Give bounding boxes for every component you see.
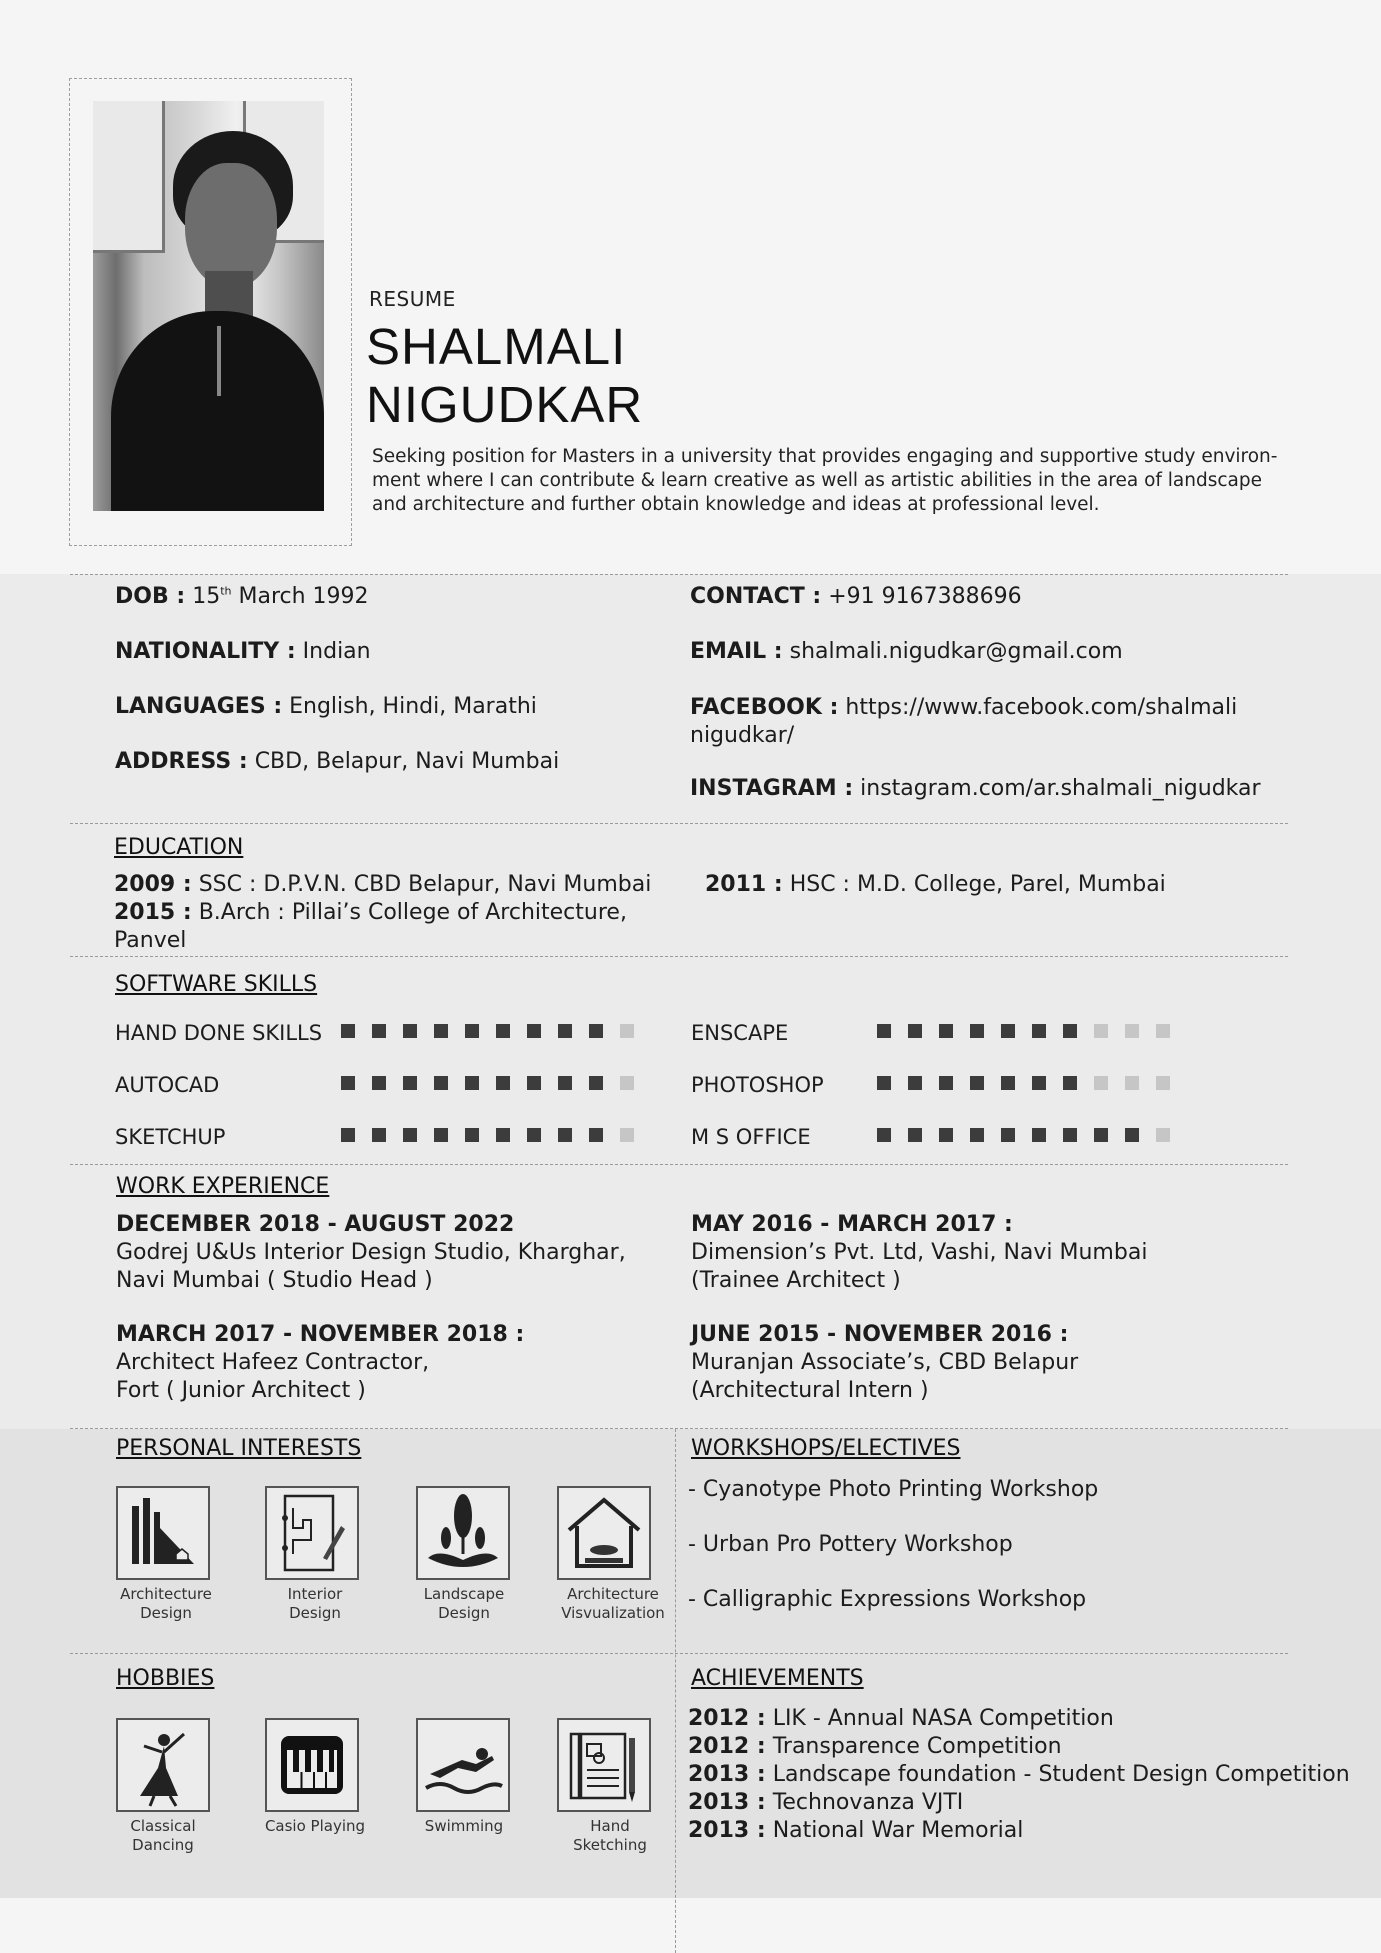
education-item xyxy=(114,871,674,899)
education-title: EDUCATION xyxy=(114,835,244,860)
contact-label: CONTACT : xyxy=(690,584,822,609)
job-line: Godrej U&Us Interior Design Studio, Kharghar, xyxy=(116,1240,626,1265)
rating-square-filled xyxy=(403,1076,417,1090)
hobby-caption: Hand Sketching xyxy=(573,1817,647,1854)
rating-square-filled xyxy=(1063,1128,1077,1142)
rating-square-filled xyxy=(589,1076,603,1090)
rating-square-filled xyxy=(403,1024,417,1038)
achievement-year: 2012 : xyxy=(688,1734,766,1759)
address-field xyxy=(115,749,559,774)
divider xyxy=(70,574,1288,575)
rating-square-empty xyxy=(1156,1076,1170,1090)
divider xyxy=(70,956,1288,957)
rating-square-filled xyxy=(1063,1024,1077,1038)
achievement-item xyxy=(688,1705,1114,1733)
objective-text: Seeking position for Masters in a university that provides engaging and supportive study environ- ment where I can contribute & learn creative as well as artistic abilities in the area of landscape and architecture and further obtain knowledge and ideas at professional level. xyxy=(372,446,1278,515)
rating-square-filled xyxy=(1001,1076,1015,1090)
languages-field xyxy=(115,694,537,719)
skill-label: SKETCHUP xyxy=(115,1125,226,1149)
achievement-item xyxy=(688,1817,1023,1845)
rating-square-filled xyxy=(558,1024,572,1038)
job-entry xyxy=(691,1321,1078,1405)
education-year: 2009 : xyxy=(114,872,192,897)
dancer-icon xyxy=(116,1718,210,1812)
interest-caption: Interior Design xyxy=(287,1585,343,1622)
nationality-field xyxy=(115,639,371,664)
rating-square-filled xyxy=(434,1024,448,1038)
job-entry xyxy=(691,1211,1147,1295)
instagram-value: instagram.com/ar.shalmali_nigudkar xyxy=(860,776,1261,801)
facebook-value: https://www.facebook.com/shalmali nigudkar/ xyxy=(690,695,1238,748)
dob-label: DOB : xyxy=(115,584,186,609)
profile-photo xyxy=(93,101,324,511)
sketchbook-icon xyxy=(557,1718,651,1812)
hobby-caption: Casio Playing xyxy=(264,1817,366,1835)
education-item xyxy=(705,871,1166,899)
job-entry xyxy=(116,1211,626,1295)
rating-square-filled xyxy=(1094,1128,1108,1142)
rating-square-filled xyxy=(970,1128,984,1142)
interior-design-icon xyxy=(265,1486,359,1580)
rating-square-filled xyxy=(589,1024,603,1038)
job-entry xyxy=(116,1321,524,1405)
facebook-label: FACEBOOK : xyxy=(690,695,839,720)
rating-square-filled xyxy=(877,1076,891,1090)
rating-square-empty xyxy=(1156,1024,1170,1038)
contact-field xyxy=(690,584,1022,609)
rating-square-filled xyxy=(589,1128,603,1142)
achievement-item xyxy=(688,1733,1062,1761)
skill-rating xyxy=(341,1128,634,1142)
rating-square-filled xyxy=(970,1024,984,1038)
job-line: Navi Mumbai ( Studio Head ) xyxy=(116,1268,433,1293)
skill-label: M S OFFICE xyxy=(691,1125,811,1149)
rating-square-filled xyxy=(465,1128,479,1142)
job-period: JUNE 2015 - NOVEMBER 2016 : xyxy=(691,1322,1069,1347)
rating-square-empty xyxy=(1094,1024,1108,1038)
achievement-item xyxy=(688,1761,1350,1789)
rating-square-filled xyxy=(970,1076,984,1090)
swimmer-icon xyxy=(416,1718,510,1812)
skill-rating xyxy=(877,1128,1170,1142)
achievements-title: ACHIEVEMENTS xyxy=(691,1666,864,1691)
achievement-year: 2013 : xyxy=(688,1818,766,1843)
nationality-value: Indian xyxy=(302,639,371,664)
achievement-year: 2013 : xyxy=(688,1790,766,1815)
education-year: 2015 : xyxy=(114,900,192,925)
education-item xyxy=(114,899,674,955)
job-period: MAY 2016 - MARCH 2017 : xyxy=(691,1212,1013,1237)
education-text: B.Arch : Pillai’s College of Architecture, Panvel xyxy=(114,900,627,953)
rating-square-filled xyxy=(558,1076,572,1090)
personal-interests-title: PERSONAL INTERESTS xyxy=(116,1436,362,1461)
education-year: 2011 : xyxy=(705,872,783,897)
interest-caption: Landscape Design xyxy=(423,1585,505,1622)
achievement-year: 2012 : xyxy=(688,1706,766,1731)
resume-label: RESUME xyxy=(369,287,456,311)
rating-square-empty xyxy=(620,1128,634,1142)
photo-zipper xyxy=(217,326,221,396)
rating-square-filled xyxy=(1001,1128,1015,1142)
work-experience-title: WORK EXPERIENCE xyxy=(116,1174,330,1199)
rating-square-filled xyxy=(908,1024,922,1038)
rating-square-filled xyxy=(496,1076,510,1090)
rating-square-filled xyxy=(465,1024,479,1038)
rating-square-filled xyxy=(341,1024,355,1038)
rating-square-filled xyxy=(434,1128,448,1142)
rating-square-empty xyxy=(620,1024,634,1038)
achievement-text: Landscape foundation - Student Design Competition xyxy=(772,1762,1350,1787)
languages-label: LANGUAGES : xyxy=(115,694,283,719)
rating-square-empty xyxy=(1094,1076,1108,1090)
skill-label: PHOTOSHOP xyxy=(691,1073,824,1097)
workshop-item: - Cyanotype Photo Printing Workshop xyxy=(688,1477,1099,1502)
skill-label: HAND DONE SKILLS xyxy=(115,1021,323,1045)
skill-label: ENSCAPE xyxy=(691,1021,789,1045)
rating-square-filled xyxy=(372,1076,386,1090)
hobby-caption: Classical Dancing xyxy=(130,1817,196,1854)
address-label: ADDRESS : xyxy=(115,749,248,774)
person-name xyxy=(366,318,643,434)
achievement-text: Technovanza VJTI xyxy=(772,1790,964,1815)
email-field xyxy=(690,639,1123,664)
workshops-title: WORKSHOPS/ELECTIVES xyxy=(691,1436,961,1461)
dob-rest: March 1992 xyxy=(238,584,369,609)
divider xyxy=(70,1164,1288,1165)
hobbies-title: HOBBIES xyxy=(116,1666,215,1691)
dob-suffix: th xyxy=(220,584,232,598)
rating-square-filled xyxy=(939,1128,953,1142)
rating-square-empty xyxy=(1125,1024,1139,1038)
job-period: DECEMBER 2018 - AUGUST 2022 xyxy=(116,1212,515,1237)
rating-square-filled xyxy=(465,1076,479,1090)
skill-rating xyxy=(341,1024,634,1038)
name-line-2: NIGUDKAR xyxy=(366,376,644,433)
landscape-design-icon xyxy=(416,1486,510,1580)
rating-square-filled xyxy=(877,1128,891,1142)
interest-caption: Architecture Design xyxy=(120,1585,212,1622)
job-line: (Architectural Intern ) xyxy=(691,1378,929,1403)
rating-square-empty xyxy=(1125,1076,1139,1090)
window-pane xyxy=(93,101,165,253)
rating-square-filled xyxy=(527,1024,541,1038)
rating-square-filled xyxy=(908,1076,922,1090)
photo-face xyxy=(185,163,277,288)
achievement-text: LIK - Annual NASA Competition xyxy=(772,1706,1114,1731)
divider xyxy=(70,823,1288,824)
instagram-label: INSTAGRAM : xyxy=(690,776,854,801)
rating-square-filled xyxy=(1001,1024,1015,1038)
instagram-field xyxy=(690,776,1261,801)
rating-square-filled xyxy=(372,1128,386,1142)
rating-square-filled xyxy=(341,1128,355,1142)
contact-value: +91 9167388696 xyxy=(828,584,1022,609)
rating-square-empty xyxy=(620,1076,634,1090)
rating-square-filled xyxy=(496,1128,510,1142)
rating-square-filled xyxy=(403,1128,417,1142)
address-value: CBD, Belapur, Navi Mumbai xyxy=(254,749,560,774)
rating-square-filled xyxy=(558,1128,572,1142)
job-line: Architect Hafeez Contractor, xyxy=(116,1350,430,1375)
dob-day: 15 xyxy=(192,584,221,609)
education-text: HSC : M.D. College, Parel, Mumbai xyxy=(789,872,1166,897)
achievement-text: Transparence Competition xyxy=(772,1734,1062,1759)
rating-square-filled xyxy=(1063,1076,1077,1090)
rating-square-filled xyxy=(877,1024,891,1038)
workshop-item: - Urban Pro Pottery Workshop xyxy=(688,1532,1013,1557)
rating-square-filled xyxy=(939,1024,953,1038)
skill-rating xyxy=(877,1024,1170,1038)
architecture-visualization-icon xyxy=(557,1486,651,1580)
rating-square-filled xyxy=(1032,1024,1046,1038)
rating-square-filled xyxy=(908,1128,922,1142)
rating-square-filled xyxy=(939,1076,953,1090)
skill-label: AUTOCAD xyxy=(115,1073,220,1097)
skill-rating xyxy=(341,1076,634,1090)
job-line: Dimension’s Pvt. Ltd, Vashi, Navi Mumbai xyxy=(691,1240,1148,1265)
achievement-year: 2013 : xyxy=(688,1762,766,1787)
rating-square-filled xyxy=(341,1076,355,1090)
architecture-design-icon xyxy=(116,1486,210,1580)
dob-field xyxy=(115,584,369,609)
software-skills-title: SOFTWARE SKILLS xyxy=(115,972,318,997)
achievement-item xyxy=(688,1789,963,1817)
divider xyxy=(70,1428,1288,1429)
achievement-text: National War Memorial xyxy=(772,1818,1024,1843)
job-period: MARCH 2017 - NOVEMBER 2018 : xyxy=(116,1322,525,1347)
skill-rating xyxy=(877,1076,1170,1090)
column-divider xyxy=(675,1429,676,1953)
rating-square-filled xyxy=(527,1076,541,1090)
nationality-label: NATIONALITY : xyxy=(115,639,296,664)
hobby-caption: Swimming xyxy=(424,1817,504,1835)
divider xyxy=(70,1653,1288,1654)
rating-square-filled xyxy=(1032,1076,1046,1090)
name-line-1: SHALMALI xyxy=(366,318,627,375)
rating-square-filled xyxy=(496,1024,510,1038)
email-label: EMAIL : xyxy=(690,639,783,664)
rating-square-filled xyxy=(434,1076,448,1090)
rating-square-filled xyxy=(527,1128,541,1142)
interest-caption: Architecture Visvualization xyxy=(561,1585,665,1622)
job-line: Muranjan Associate’s, CBD Belapur xyxy=(691,1350,1079,1375)
rating-square-filled xyxy=(372,1024,386,1038)
job-line: (Trainee Architect ) xyxy=(691,1268,901,1293)
languages-value: English, Hindi, Marathi xyxy=(289,694,537,719)
facebook-field xyxy=(690,694,1280,750)
workshop-item: - Calligraphic Expressions Workshop xyxy=(688,1587,1087,1612)
footer-band xyxy=(0,1898,1381,1953)
rating-square-filled xyxy=(1032,1128,1046,1142)
education-text: SSC : D.P.V.N. CBD Belapur, Navi Mumbai xyxy=(198,872,652,897)
piano-icon xyxy=(265,1718,359,1812)
rating-square-filled xyxy=(1125,1128,1139,1142)
job-line: Fort ( Junior Architect ) xyxy=(116,1378,366,1403)
email-value: shalmali.nigudkar@gmail.com xyxy=(789,639,1123,664)
rating-square-empty xyxy=(1156,1128,1170,1142)
